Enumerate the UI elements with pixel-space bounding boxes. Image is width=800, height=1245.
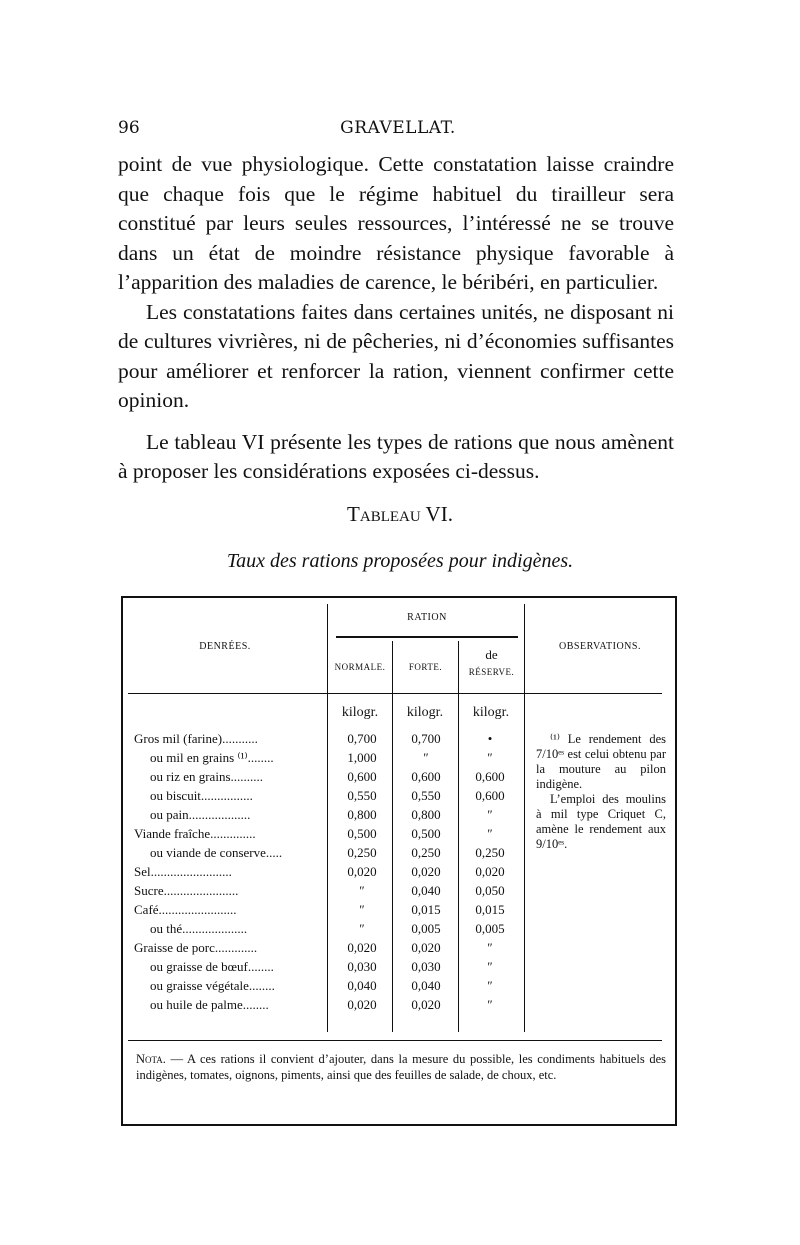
body-text bbox=[118, 150, 674, 487]
unit-forte: kilogr. bbox=[406, 705, 444, 720]
table-row: ou mil en grains ⁽¹⁾........ 1,000 ″ ″ bbox=[150, 750, 493, 765]
table-title: Tableau VI. bbox=[347, 502, 453, 526]
table-row: ou huile de palme........ 0,020 0,020 ″ bbox=[150, 997, 493, 1012]
table-row: ou graisse de bœuf........ 0,030 0,030 ″ bbox=[150, 959, 493, 974]
table-row: Graisse de porc............. 0,020 0,020 ″ bbox=[134, 940, 493, 955]
nota-rule bbox=[128, 1040, 662, 1041]
header-denrees: DENRÉES. bbox=[199, 641, 251, 652]
table-row: Café........................ ″ 0,015 0,015 bbox=[134, 902, 505, 917]
table-row: ou graisse végétale........ 0,040 0,040 ″ bbox=[150, 978, 493, 993]
table-row: Sucre....................... ″ 0,040 0,050 bbox=[134, 883, 505, 898]
paragraph-3: Le tableau VI présente les types de rations que nous amènent à proposer les considérations exposées ci-dessus. bbox=[118, 429, 674, 483]
table-row: Viande fraîche.............. 0,500 0,500 ″ bbox=[134, 826, 493, 841]
header-forte: FORTE. bbox=[408, 662, 443, 672]
table-row: ou thé.................... ″ 0,005 0,005 bbox=[150, 921, 505, 936]
nota-footnote bbox=[136, 1052, 666, 1083]
table-row: ou riz en grains.......... 0,600 0,600 0,600 bbox=[150, 769, 505, 784]
table-row: Sel......................... 0,020 0,020 0,020 bbox=[134, 864, 505, 879]
running-title: GRAVELLAT. bbox=[340, 118, 456, 138]
paragraph-1: point de vue physiologique. Cette constatation laisse craindre que chaque fois que le régime habituel du tirailleur sera constitué par leurs seules ressources, l’intéressé ne se trouve dans un état de moindre résistance physique favorable à l’apparition des maladies de carence, le béribéri, en particulier. bbox=[118, 152, 674, 294]
table-caption: Taux des rations proposées pour indigènes. bbox=[226, 550, 574, 572]
unit-reserve: kilogr. bbox=[472, 705, 510, 720]
table-row: Gros mil (farine)........... 0,700 0,700 • bbox=[134, 731, 493, 746]
observations-note bbox=[536, 732, 666, 852]
table-row: ou pain................... 0,800 0,800 ″ bbox=[150, 807, 493, 822]
nota-label: Nota. bbox=[136, 1052, 166, 1066]
header-ration: RATION bbox=[407, 612, 447, 623]
table-row: ou biscuit................ 0,550 0,550 0,600 bbox=[150, 788, 505, 803]
ration-brace bbox=[336, 636, 518, 638]
header-reserve-de: de bbox=[485, 647, 498, 662]
observation-1: ⁽¹⁾ Le rendement des 7/10ᵉˢ est celui obtenu par la mouture au pilon indigène. bbox=[536, 732, 666, 791]
header-reserve: RÉSERVE. bbox=[468, 667, 515, 677]
header-observations: OBSERVATIONS. bbox=[559, 641, 641, 652]
header-rule bbox=[128, 693, 662, 694]
nota-text: — A ces rations il convient d’ajouter, dans la mesure du possible, les condiments habituels des indigènes, tomates, oignons, piments, ainsi que des feuilles de salade, de choux, etc. bbox=[136, 1052, 666, 1082]
header-normale: NORMALE. bbox=[334, 662, 386, 672]
observation-2: L’emploi des moulins à mil type Criquet C, amène le rendement aux 9/10ᵉˢ. bbox=[536, 792, 666, 851]
paragraph-2: Les constatations faites dans certaines unités, ne disposant ni de cultures vivrières, ni de pêcheries, ni d’économies suffisantes pour améliorer et renforcer la ration, viennent confirmer cette opinion. bbox=[118, 299, 674, 412]
table-row: ou viande de conserve..... 0,250 0,250 0,250 bbox=[150, 845, 505, 860]
page-header bbox=[118, 118, 678, 142]
page-number: 96 bbox=[118, 118, 140, 138]
unit-normale: kilogr. bbox=[341, 705, 379, 720]
